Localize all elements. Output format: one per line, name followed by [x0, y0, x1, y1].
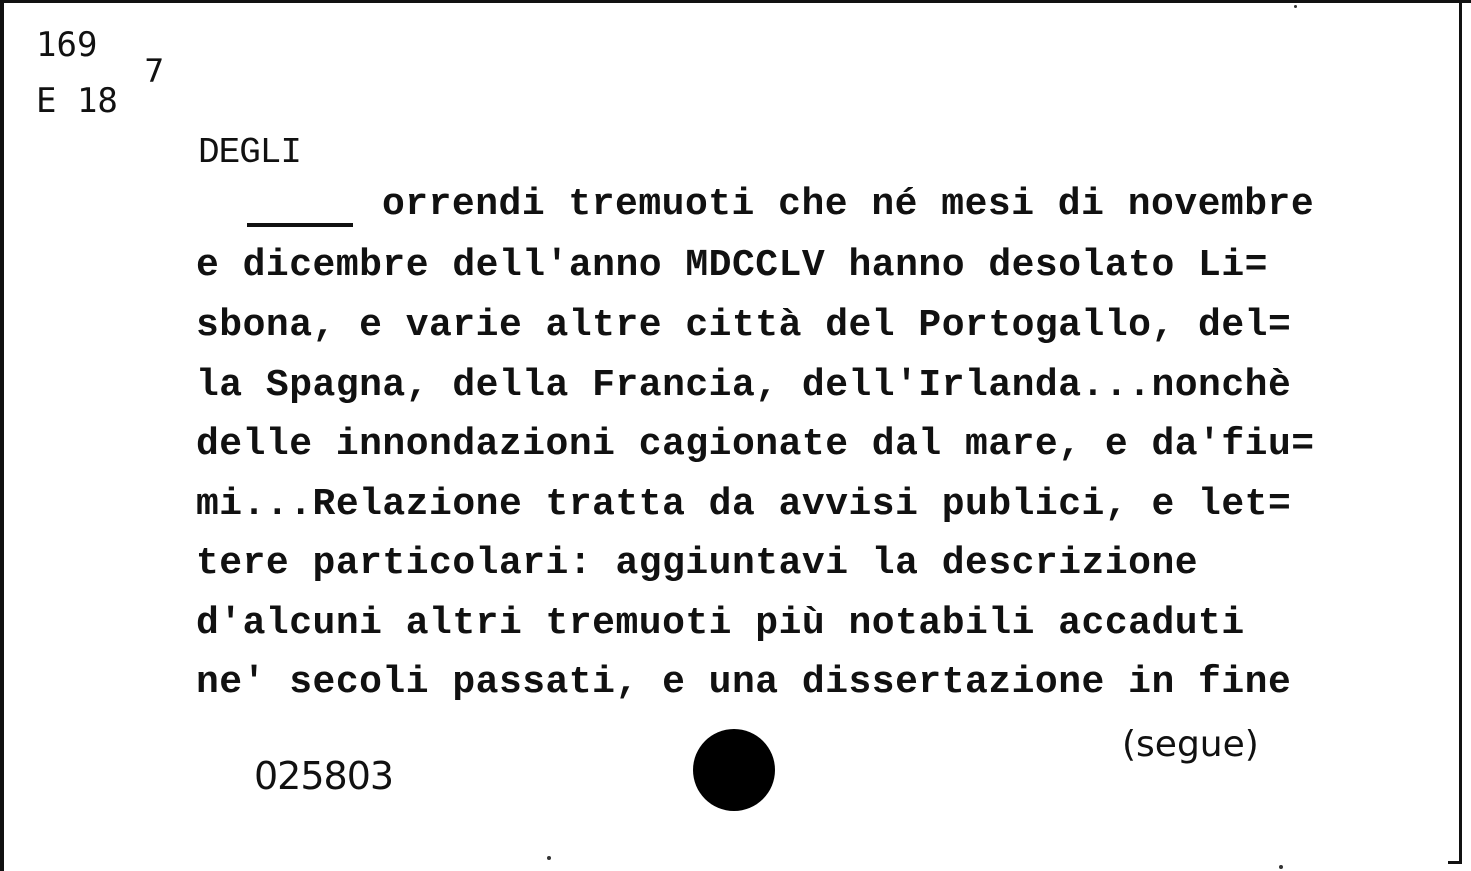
card-corner-mark: [1448, 861, 1462, 864]
call-number-line2: E 18: [36, 81, 118, 121]
card-right-edge: [1459, 3, 1462, 863]
dust-speck: [1279, 865, 1283, 869]
body-line-6: mi...Relazione tratta da avvisi publici, e let=: [196, 483, 1292, 526]
call-number-line1: 169: [36, 25, 98, 65]
body-line-5: delle innondazioni cagionate dal mare, e da'fiu=: [196, 423, 1315, 466]
body-line-7: tere particolari: aggiuntavi la descrizione: [196, 542, 1199, 585]
body-line-1: orrendi tremuoti che né mesi di novembre: [382, 183, 1315, 226]
dust-speck: [547, 856, 551, 860]
punch-hole: [693, 729, 775, 811]
body-line-8: d'alcuni altri tremuoti più notabili accaduti: [196, 602, 1245, 645]
body-line-4: la Spagna, della Francia, dell'Irlanda...nonchè: [196, 364, 1292, 407]
continuation-note: (segue): [1122, 724, 1259, 765]
body-line-2: e dicembre dell'anno MDCCLV hanno desolato Li=: [196, 244, 1268, 287]
heading-word: DEGLI: [198, 132, 302, 173]
accession-number: 025803: [254, 754, 394, 798]
body-line-3: sbona, e varie altre città del Portogallo, del=: [196, 304, 1292, 347]
body-line-9: ne' secoli passati, e una dissertazione in fine: [196, 661, 1292, 704]
dust-speck: [1294, 5, 1297, 8]
repeat-dash: [247, 223, 353, 227]
call-number-superscript: 7: [144, 52, 165, 90]
